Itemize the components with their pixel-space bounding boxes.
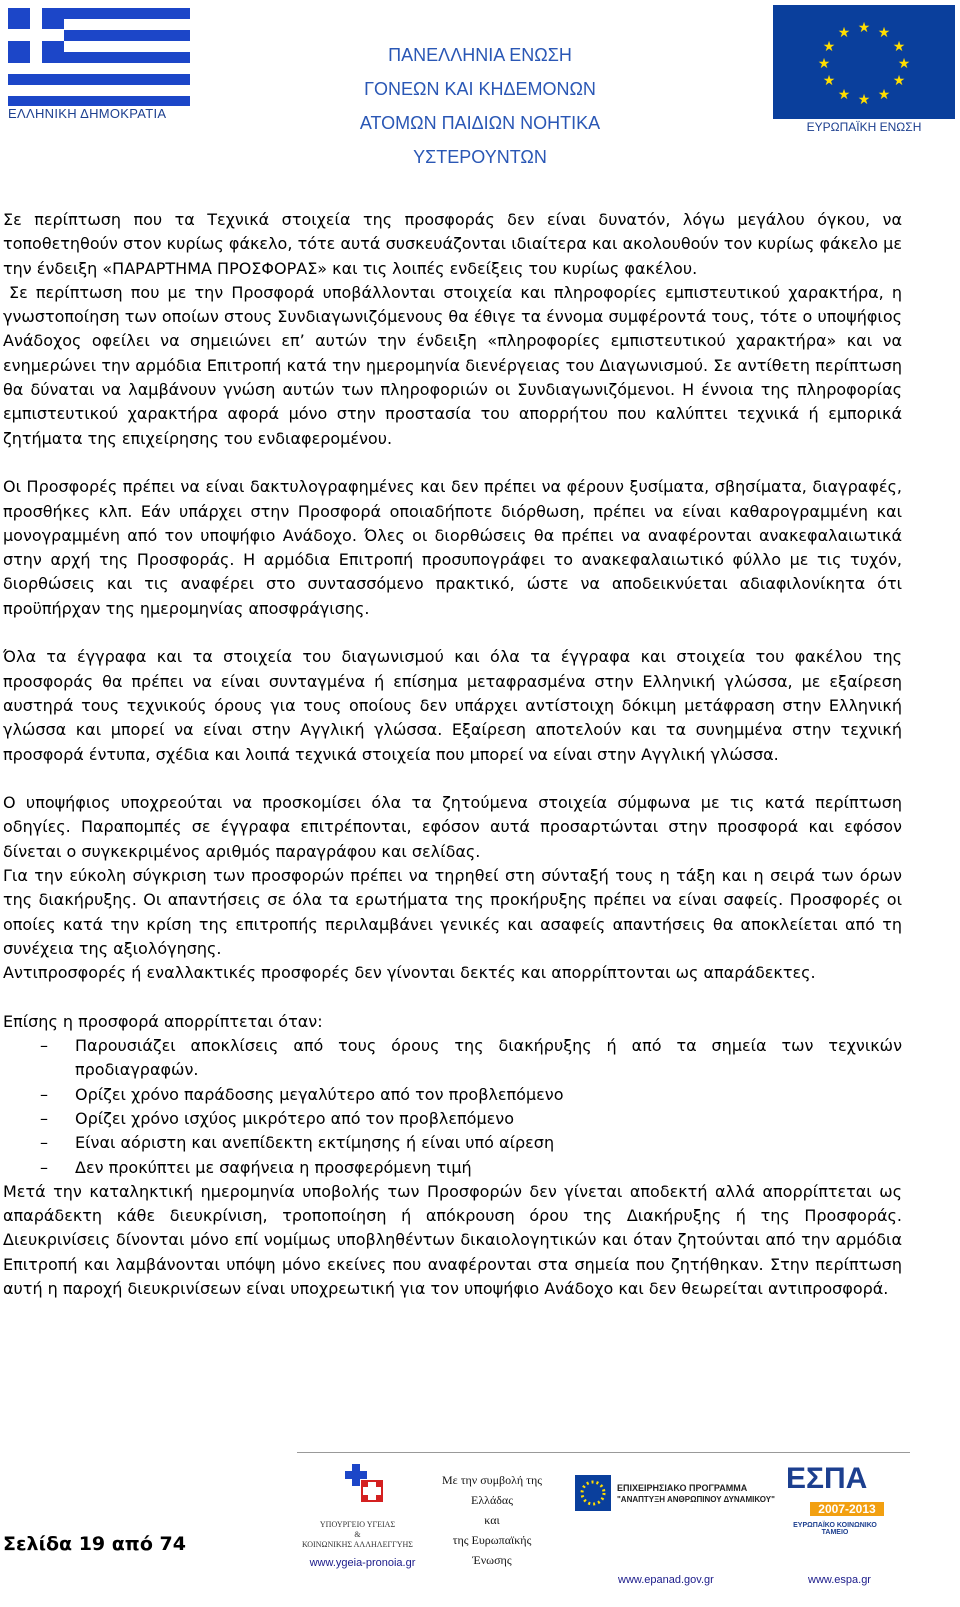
- org-line-1: ΠΑΝΕΛΛΗΝΙΑ ΕΝΩΣΗ: [388, 45, 572, 65]
- cofund-line: Ένωσης: [472, 1553, 512, 1567]
- svg-text:★: ★: [877, 25, 891, 41]
- list-item: [3, 1107, 902, 1131]
- dash-marker: –: [40, 1084, 48, 1104]
- list-item-text: Παρουσιάζει αποκλίσεις από τους όρους της διακήρυξης ή από τα σημεία των τεχνικών προδιαγραφών.: [75, 1036, 902, 1080]
- espa-years: 2007-2013: [810, 1502, 884, 1516]
- paragraph-clarifications: Μετά την καταληκτική ημερομηνία υποβολής των Προσφορών δεν γίνεται αποδεκτή αλλά απορρίπτεται ως απαράδεκτη κάθε διευκρίνιση, τροποποίηση ή απόκρουση όρου της Διακήρυξης ή της Προσφοράς. Διευκρινίσεις δίνονται μόνο επί νομίμως υποβληθέντων δικαιολογητικών και όταν ζητούνται από την αρμόδια Επιτροπή και λαμβάνονται υπόψη μόνο εκείνες που αναφέρονται στα σημεία που ζητήθηκαν. Στην περίπτωση αυτή η παροχή διευκρινίσεων είναι υποχρεωτική για τον υποψήφιο Ανάδοχο και δεν θεωρείται αντιπροσφορά.: [3, 1181, 902, 1299]
- svg-text:★: ★: [857, 20, 871, 36]
- list-item: [3, 1131, 902, 1155]
- org-line-3: ΑΤΟΜΩΝ ΠΑΙΔΙΩΝ ΝΟΗΤΙΚΑ ΥΣΤΕΡΟΥΝΤΩΝ: [359, 113, 601, 167]
- page-number: Σελίδα 19 από 74: [3, 1533, 186, 1555]
- epanad-line-1: ΕΠΙΧΕΙΡΗΣΙΑΚΟ ΠΡΟΓΡΑΜΜΑ: [617, 1483, 748, 1493]
- greek-republic-caption: ΕΛΛΗΝΙΚΗ ΔΗΜΟΚΡΑΤΙΑ: [8, 106, 167, 121]
- document-body: [3, 208, 902, 1301]
- ministry-line-1: ΥΠΟΥΡΓΕΙΟ ΥΓΕΙΑΣ: [319, 1520, 396, 1529]
- dash-marker: –: [40, 1157, 48, 1177]
- list-item: [3, 1083, 902, 1107]
- list-item: [3, 1034, 902, 1083]
- list-item-text: Είναι αόριστη και ανεπίδεκτη εκτίμησης ή είναι υπό αίρεση: [75, 1133, 555, 1153]
- epanad-line-2: "ΑΝΑΠΤΥΞΗ ΑΝΘΡΩΠΙΝΟΥ ΔΥΝΑΜΙΚΟΥ": [617, 1495, 775, 1504]
- cofund-note: [432, 1470, 552, 1570]
- list-item: [3, 1156, 902, 1180]
- svg-text:★: ★: [877, 87, 891, 103]
- dash-marker: –: [40, 1133, 48, 1153]
- paragraph-greek-language: Όλα τα έγγραφα και τα στοιχεία του διαγωνισμού και όλα τα έγγραφα και στοιχεία του φακέλου της προσφοράς θα πρέπει να είναι συνταγμένα ή επίσημα μεταφρασμένα στην Ελληνική γλώσσα, με εξαίρεση αυστηρά τους τεχνικούς όρους για τους οποίους δεν υπάρχει αντίστοιχη δόκιμη μετάφραση στην Ελληνική γλώσσα και μπορεί να είναι στην Αγγλική γλώσσα. Εξαίρεση αποτελούν και τα συνημμένα στην τεχνική προσφορά έντυπα, σχέδια και λοιπά τεχνικά στοιχεία που μπορεί να είναι στην Αγγλική γλώσσα.: [3, 647, 902, 764]
- list-item-text: Ορίζει χρόνο παράδοσης μεγαλύτερο από τον προβλεπόμενο: [75, 1084, 564, 1104]
- ministry-name: [300, 1520, 415, 1550]
- greek-flag-icon: [8, 8, 190, 106]
- eu-stars-icon: [575, 1475, 611, 1511]
- svg-text:★: ★: [892, 73, 906, 89]
- eu-caption: ΕΥΡΩΠΑΪΚΗ ΕΝΩΣΗ: [806, 120, 922, 134]
- svg-text:★: ★: [892, 39, 906, 55]
- paragraph-technical-envelope: Σε περίπτωση που τα Τεχνικά στοιχεία της προσφοράς δεν είναι δυνατόν, λόγω μεγάλου όγκου, να τοποθετηθούν στον κυρίως φάκελο, τότε αυτά συσκευάζονται ιδιαίτερα και ακολουθούν τον κυρίως φάκελο με την ένδειξη «ΠΑΡΑΡΤΗΜΑ ΠΡΟΣΦΟΡΑΣ» και τις λοιπές ενδείξεις του κυρίως φακέλου.: [3, 210, 902, 278]
- svg-text:★: ★: [822, 39, 836, 55]
- ministry-line-2: ΚΟΙΝΩΝΙΚΗΣ ΑΛΛΗΛΕΓΓΥΗΣ: [302, 1540, 413, 1549]
- cofund-line: Ελλάδας: [471, 1493, 513, 1507]
- svg-text:★: ★: [817, 56, 831, 72]
- svg-text:★: ★: [837, 87, 851, 103]
- cofund-line: της Ευρωπαϊκής: [452, 1533, 532, 1547]
- svg-text:★: ★: [822, 73, 836, 89]
- ministry-logo-icon: [337, 1462, 387, 1516]
- svg-text:★: ★: [837, 25, 851, 41]
- svg-text:★: ★: [857, 92, 871, 108]
- footer-divider: [297, 1452, 910, 1453]
- paragraph-confidential-info: Σε περίπτωση που με την Προσφορά υποβάλλονται στοιχεία και πληροφορίες εμπιστευτικού χαρακτήρα, η γνωστοποίηση των οποίων στους Συνδιαγωνιζόμενους θα έθιγε τα έννομα συμφέροντά τους, τότε ο υποψήφιος Ανάδοχος οφείλει να σημειώνει επ’ αυτών την ένδειξη «πληροφορίες εμπιστευτικού χαρακτήρα» και να ενημερώνει την αρμόδια Επιτροπή κατά την ημερομηνία διενέργειας του Διαγωνισμού. Σε αντίθετη περίπτωση θα δύναται να λαμβάνουν γνώση αυτών των πληροφοριών οι Συνδιαγωνιζόμενοι. Η έννοια της πληροφορίας εμπιστευτικού χαρακτήρα αφορά μόνο στην προστασία του απορρήτου που καλύπτει τεχνικά ή εμπορικά ζητήματα της επιχείρησης του ενδιαφερομένου.: [3, 282, 902, 448]
- paragraph-comparison: Για την εύκολη σύγκριση των προσφορών πρέπει να τηρηθεί στη σύνταξή τους η τάξη και η σειρά των όρων της διακήρυξης. Οι απαντήσεις σε όλα τα ερωτήματα της προκήρυξης πρέπει να είναι σαφείς. Προσφορές οι οποίες κατά την κρίση της επιτροπής περιλαμβάνει γενικές και ασαφείς απαντήσεις θα αποκλείεται από τη συνέχεια της αξιολόγησης.: [3, 866, 902, 958]
- org-line-2: ΓΟΝΕΩΝ ΚΑΙ ΚΗΔΕΜΟΝΩΝ: [364, 79, 596, 99]
- cofund-line: και: [484, 1513, 500, 1527]
- eu-flag-icon: [773, 5, 955, 119]
- list-item-text: Ορίζει χρόνο ισχύος μικρότερο από τον προβλεπόμενο: [75, 1108, 514, 1128]
- epanad-logo: [565, 1475, 775, 1515]
- dash-marker: –: [40, 1108, 48, 1128]
- ministry-amp: &: [354, 1530, 361, 1539]
- dash-marker: –: [40, 1036, 48, 1056]
- paragraph-submit-documents: Ο υποψήφιος υποχρεούται να προσκομίσει όλα τα ζητούμενα στοιχεία σύμφωνα με τις κατά περίπτωση οδηγίες. Παραπομπές σε έγγραφα επιτρέπονται, εφόσον αυτά προσαρτώνται στην προσφορά και εφόσον δίνεται ο συγκεκριμένος αριθμός παραγράφου και σελίδας.: [3, 793, 902, 861]
- page-header: [0, 0, 960, 167]
- organization-title: [295, 38, 665, 174]
- cofund-line: Με την συμβολή της: [441, 1473, 543, 1487]
- epanad-url-link[interactable]: www.epanad.gov.gr: [618, 1574, 714, 1586]
- paragraph-counter-offers: Αντιπροσφορές ή εναλλακτικές προσφορές δεν γίνονται δεκτές και απορρίπτονται ως απαράδεκτες.: [3, 963, 816, 983]
- list-item-text: Δεν προκύπτει με σαφήνεια η προσφερόμενη τιμή: [75, 1157, 472, 1177]
- espa-logo: [780, 1462, 890, 1550]
- espa-fund: ΕΥΡΩΠΑΪΚΟ ΚΟΙΝΩΝΙΚΟ ΤΑΜΕΙΟ: [793, 1522, 877, 1536]
- paragraph-rejection-intro: Επίσης η προσφορά απορρίπτεται όταν:: [3, 1011, 323, 1031]
- ministry-url-link[interactable]: www.ygeia-pronoia.gr: [309, 1557, 416, 1569]
- svg-text:★: ★: [897, 56, 911, 72]
- paragraph-typed-offers: Οι Προσφορές πρέπει να είναι δακτυλογραφημένες και δεν πρέπει να φέρουν ξυσίματα, σβησίματα, διαγραφές, προσθήκες κλπ. Εάν υπάρχει στην Προσφορά οποιαδήποτε διόρθωση, πρέπει να είναι καθαρογραμμένη και μονογραμμένη από τον υποψήφιο Ανάδοχο. Όλες οι διορθώσεις θα πρέπει να αναφέρονται ανακεφαλαιωτικά στην αρχή της Προσφοράς. Η αρμόδια Επιτροπή προσυπογράφει το ανακεφαλαιωτικό φύλλο με τις τυχόν, διορθώσεις και τις αναφέρει στο συντασσόμενο πρακτικό, ώστε να αποδεικνύεται αδιαφιλονίκητα ότι προϋπήρχαν της ημερομηνίας αποσφράγισης.: [3, 477, 902, 618]
- espa-title: ΕΣΠΑ: [786, 1462, 868, 1495]
- espa-url-link[interactable]: www.espa.gr: [808, 1574, 871, 1586]
